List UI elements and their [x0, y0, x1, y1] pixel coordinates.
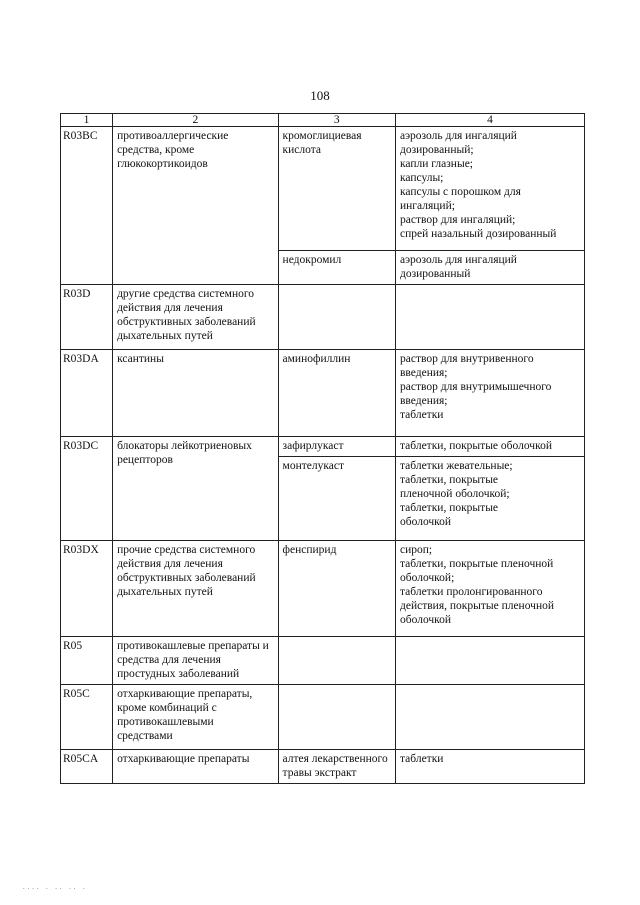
drug-name-line: кромоглициевая: [282, 130, 362, 142]
dosage-form-line: раствор для ингаляций;: [400, 214, 516, 226]
dosage-form-line: аэрозоль для ингаляций: [400, 130, 517, 142]
dosage-form-line: введения;: [400, 367, 448, 379]
group-line: действия для лечения: [117, 302, 223, 314]
dosage-form-line: оболочкой;: [400, 572, 455, 584]
dosage-form-line: таблетки, покрытые оболочкой: [400, 440, 552, 452]
dosage-form-cell: [396, 285, 585, 350]
anatomical-therapeutic-group-cell: [113, 350, 278, 437]
dosage-form-line: введения;: [400, 395, 448, 407]
dosage-form-cell: [396, 750, 585, 784]
column-header-2: 2: [113, 114, 278, 127]
anatomical-therapeutic-group-cell: [113, 127, 278, 285]
drug-name-cell: [278, 541, 395, 637]
atc-code-cell: R03BC: [61, 127, 113, 285]
dosage-form-line: действия, покрытые пленочной: [400, 600, 555, 612]
drug-name-cell: [278, 637, 395, 685]
anatomical-therapeutic-group-cell: [113, 685, 278, 750]
group-line: действия для лечения: [117, 558, 223, 570]
column-header-4: 4: [396, 114, 585, 127]
drug-name-line: зафирлукаст: [282, 440, 344, 452]
dosage-form-line: капли глазные;: [400, 158, 473, 170]
group-line: дыхательных путей: [117, 330, 213, 342]
group-line: кроме комбинаций с: [117, 702, 217, 714]
drug-name-cell: [278, 350, 395, 437]
drug-name-cell: [278, 685, 395, 750]
drug-name-cell: [278, 127, 395, 251]
drug-name-line: аминофиллин: [282, 353, 351, 365]
atc-code-cell: R03DX: [61, 541, 113, 637]
group-line: прочие средства системного: [117, 544, 256, 556]
atc-code-cell: R05C: [61, 685, 113, 750]
dosage-form-cell: [396, 541, 585, 637]
atc-code-cell: R03DC: [61, 437, 113, 541]
dosage-form-cell: [396, 350, 585, 437]
dosage-form-cell: [396, 457, 585, 541]
dosage-form-line: раствор для внутримышечного: [400, 381, 552, 393]
header-row: [61, 114, 585, 127]
group-line: рецепторов: [117, 454, 173, 466]
anatomical-therapeutic-group-cell: [113, 637, 278, 685]
table-row: [61, 750, 585, 784]
table-row: [61, 350, 585, 437]
column-header-3: 3: [278, 114, 395, 127]
group-line: другие средства системного: [117, 288, 255, 300]
anatomical-therapeutic-group-cell: [113, 285, 278, 350]
group-line: противокашлевые препараты и: [117, 640, 269, 652]
dosage-form-line: дозированный;: [400, 144, 474, 156]
dosage-form-line: таблетки: [400, 753, 444, 765]
group-line: глюкокортикоидов: [117, 158, 208, 170]
drug-name-line: недокромил: [282, 254, 342, 266]
drug-name-cell: [278, 437, 395, 457]
dosage-form-cell: [396, 437, 585, 457]
atc-code-cell: R05: [61, 637, 113, 685]
dosage-form-line: раствор для внутривенного: [400, 353, 534, 365]
dosage-form-line: дозированный: [400, 268, 471, 280]
table-body: [61, 127, 585, 784]
anatomical-therapeutic-group-cell: [113, 437, 278, 541]
group-line: ксантины: [117, 353, 164, 365]
drug-name-cell: [278, 285, 395, 350]
dosage-form-cell: [396, 685, 585, 750]
dosage-form-line: таблетки, покрытые: [400, 502, 499, 514]
dosage-form-line: аэрозоль для ингаляций: [400, 254, 517, 266]
dosage-form-line: таблетки пролонгированного: [400, 586, 543, 598]
table-row: [61, 127, 585, 251]
column-header-1: 1: [61, 114, 113, 127]
table-row: [61, 685, 585, 750]
drug-name-cell: [278, 457, 395, 541]
group-line: дыхательных путей: [117, 586, 213, 598]
atc-code-cell: R03DA: [61, 350, 113, 437]
drug-name-cell: [278, 251, 395, 285]
table-row: [61, 541, 585, 637]
group-line: средства, кроме: [117, 144, 195, 156]
group-line: отхаркивающие препараты: [117, 753, 250, 765]
dosage-form-line: таблетки, покрытые пленочной: [400, 558, 554, 570]
drug-name-line: монтелукаст: [282, 460, 344, 472]
atc-drug-table: [60, 113, 585, 784]
group-line: обструктивных заболеваний: [117, 316, 256, 328]
drug-name-line: кислота: [282, 144, 321, 156]
dosage-form-line: таблетки, покрытые: [400, 474, 499, 486]
group-line: средствами: [117, 730, 173, 742]
scan-footer-mark: .... . .. .. .: [22, 884, 87, 891]
page-number: 108: [310, 88, 330, 103]
dosage-form-line: сироп;: [400, 544, 433, 556]
table-row: [61, 285, 585, 350]
drug-name-line: алтея лекарственного: [282, 753, 388, 765]
group-line: блокаторы лейкотриеновых: [117, 440, 252, 452]
group-line: обструктивных заболеваний: [117, 572, 256, 584]
group-line: противокашлевыми: [117, 716, 214, 728]
dosage-form-line: пленочной оболочкой;: [400, 488, 510, 500]
dosage-form-cell: [396, 127, 585, 251]
dosage-form-line: ингаляций;: [400, 200, 455, 212]
dosage-form-cell: [396, 251, 585, 285]
atc-code-cell: R05CA: [61, 750, 113, 784]
table-row: [61, 637, 585, 685]
dosage-form-line: таблетки: [400, 409, 444, 421]
dosage-form-line: капсулы;: [400, 172, 444, 184]
table-header: [61, 114, 585, 127]
dosage-form-line: капсулы с порошком для: [400, 186, 521, 198]
drug-name-line: травы экстракт: [282, 767, 357, 779]
dosage-form-cell: [396, 637, 585, 685]
drug-name-cell: [278, 750, 395, 784]
dosage-form-line: таблетки жевательные;: [400, 460, 513, 472]
group-line: простудных заболеваний: [117, 668, 240, 680]
drug-name-line: фенспирид: [282, 544, 337, 556]
dosage-form-line: оболочкой: [400, 614, 452, 626]
anatomical-therapeutic-group-cell: [113, 750, 278, 784]
group-line: отхаркивающие препараты,: [117, 688, 253, 700]
table-row: [61, 437, 585, 457]
group-line: средства для лечения: [117, 654, 221, 666]
atc-code-cell: R03D: [61, 285, 113, 350]
dosage-form-line: оболочкой: [400, 516, 452, 528]
anatomical-therapeutic-group-cell: [113, 541, 278, 637]
dosage-form-line: спрей назальный дозированный: [400, 228, 557, 240]
group-line: противоаллергические: [117, 130, 229, 142]
